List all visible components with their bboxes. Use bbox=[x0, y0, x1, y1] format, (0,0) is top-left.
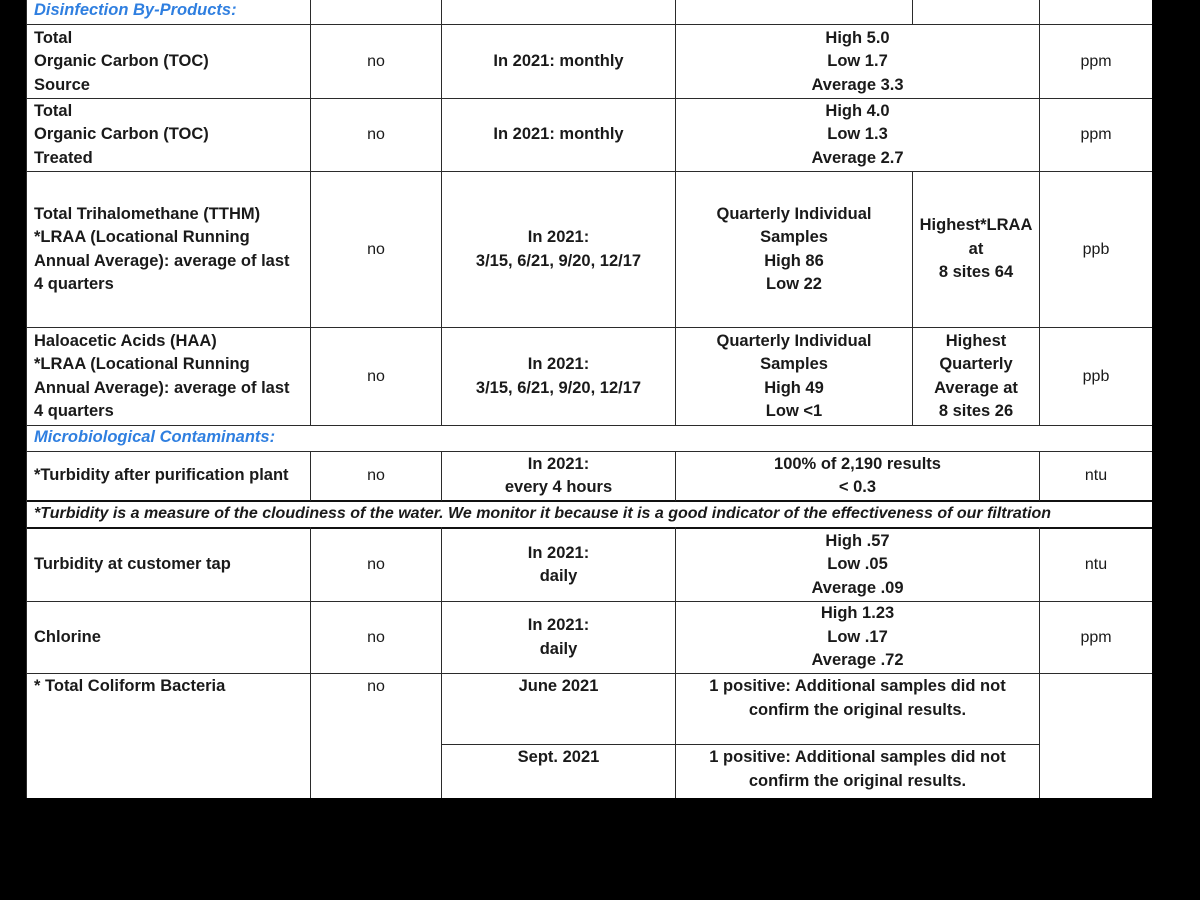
row-turbidity-tap-violation: no bbox=[367, 556, 385, 574]
row-turbidity-tap-name: Turbidity at customer tap bbox=[34, 555, 231, 574]
row-coliform-date-1: June 2021 bbox=[518, 677, 599, 695]
row-turbidity-tap-date: In 2021: daily bbox=[527, 543, 590, 585]
row-turbidity-plant-name: *Turbidity after purification plant bbox=[34, 466, 289, 485]
water-quality-table bbox=[26, 0, 1152, 798]
row-tthm-range: Highest*LRAA at 8 sites 64 bbox=[919, 216, 1033, 282]
row-turbidity-plant-level: 100% of 2,190 results < 0.3 bbox=[774, 454, 941, 496]
row-toc-source-date: In 2021: monthly bbox=[493, 52, 624, 71]
row-haa-date: In 2021: 3/15, 6/21, 9/20, 12/17 bbox=[475, 355, 642, 397]
section-header-microbiological-contaminants: Microbiological Contaminants: bbox=[34, 428, 276, 446]
turbidity-footnote: *Turbidity is a measure of the cloudiness of the water. We monitor it because it is a good indicator of the effectiveness of our filtration bbox=[34, 505, 1052, 522]
row-turbidity-tap-unit: ntu bbox=[1084, 556, 1108, 574]
row-chlorine-unit: ppm bbox=[1080, 628, 1112, 646]
row-tthm-violation: no bbox=[367, 240, 385, 258]
row-toc-source-level: High 5.0 Low 1.7 Average 3.3 bbox=[811, 28, 904, 94]
row-toc-treated-date: In 2021: monthly bbox=[493, 125, 624, 144]
row-chlorine-name: Chlorine bbox=[34, 627, 101, 646]
row-turbidity-tap-level: High .57 Low .05 Average .09 bbox=[811, 531, 904, 597]
row-toc-treated-unit: ppm bbox=[1080, 126, 1112, 144]
row-turbidity-plant-unit: ntu bbox=[1084, 467, 1108, 485]
row-toc-source-name: Total Organic Carbon (TOC) Source bbox=[34, 28, 209, 94]
row-haa-violation: no bbox=[367, 367, 385, 385]
row-toc-treated-violation: no bbox=[367, 126, 385, 144]
row-turbidity-plant-date: In 2021: every 4 hours bbox=[504, 454, 613, 496]
row-chlorine-date: In 2021: daily bbox=[527, 616, 590, 658]
row-toc-source-violation: no bbox=[367, 53, 385, 71]
row-chlorine-level: High 1.23 Low .17 Average .72 bbox=[811, 604, 904, 670]
row-coliform-level-2: 1 positive: Additional samples did not confirm the original results. bbox=[709, 748, 1006, 790]
row-coliform-level-1: 1 positive: Additional samples did not confirm the original results. bbox=[709, 677, 1006, 719]
row-chlorine-violation: no bbox=[367, 628, 385, 646]
row-coliform-violation: no bbox=[367, 678, 385, 695]
row-tthm-unit: ppb bbox=[1082, 240, 1110, 258]
row-coliform-date-2: Sept. 2021 bbox=[517, 748, 600, 766]
row-haa-range: Highest Quarterly Average at 8 sites 26 bbox=[934, 331, 1018, 420]
row-haa-level: Quarterly Individual Samples High 49 Low <1 bbox=[716, 331, 872, 420]
section-header-disinfection-by-products: Disinfection By-Products: bbox=[34, 1, 237, 19]
row-toc-treated-level: High 4.0 Low 1.3 Average 2.7 bbox=[811, 101, 904, 167]
row-haa-unit: ppb bbox=[1082, 367, 1110, 385]
row-tthm-level: Quarterly Individual Samples High 86 Low 22 bbox=[716, 204, 872, 293]
row-toc-source-unit: ppm bbox=[1080, 53, 1112, 71]
row-coliform-name: * Total Coliform Bacteria bbox=[34, 677, 226, 695]
row-tthm-name: Total Trihalomethane (TTHM) *LRAA (Locational Running Annual Average): average of last 4 quarters bbox=[34, 204, 290, 293]
row-tthm-date: In 2021: 3/15, 6/21, 9/20, 12/17 bbox=[475, 228, 642, 270]
row-toc-treated-name: Total Organic Carbon (TOC) Treated bbox=[34, 101, 209, 167]
row-turbidity-plant-violation: no bbox=[367, 467, 385, 485]
row-haa-name: Haloacetic Acids (HAA) *LRAA (Locational Running Annual Average): average of last 4 quarters bbox=[34, 331, 290, 420]
